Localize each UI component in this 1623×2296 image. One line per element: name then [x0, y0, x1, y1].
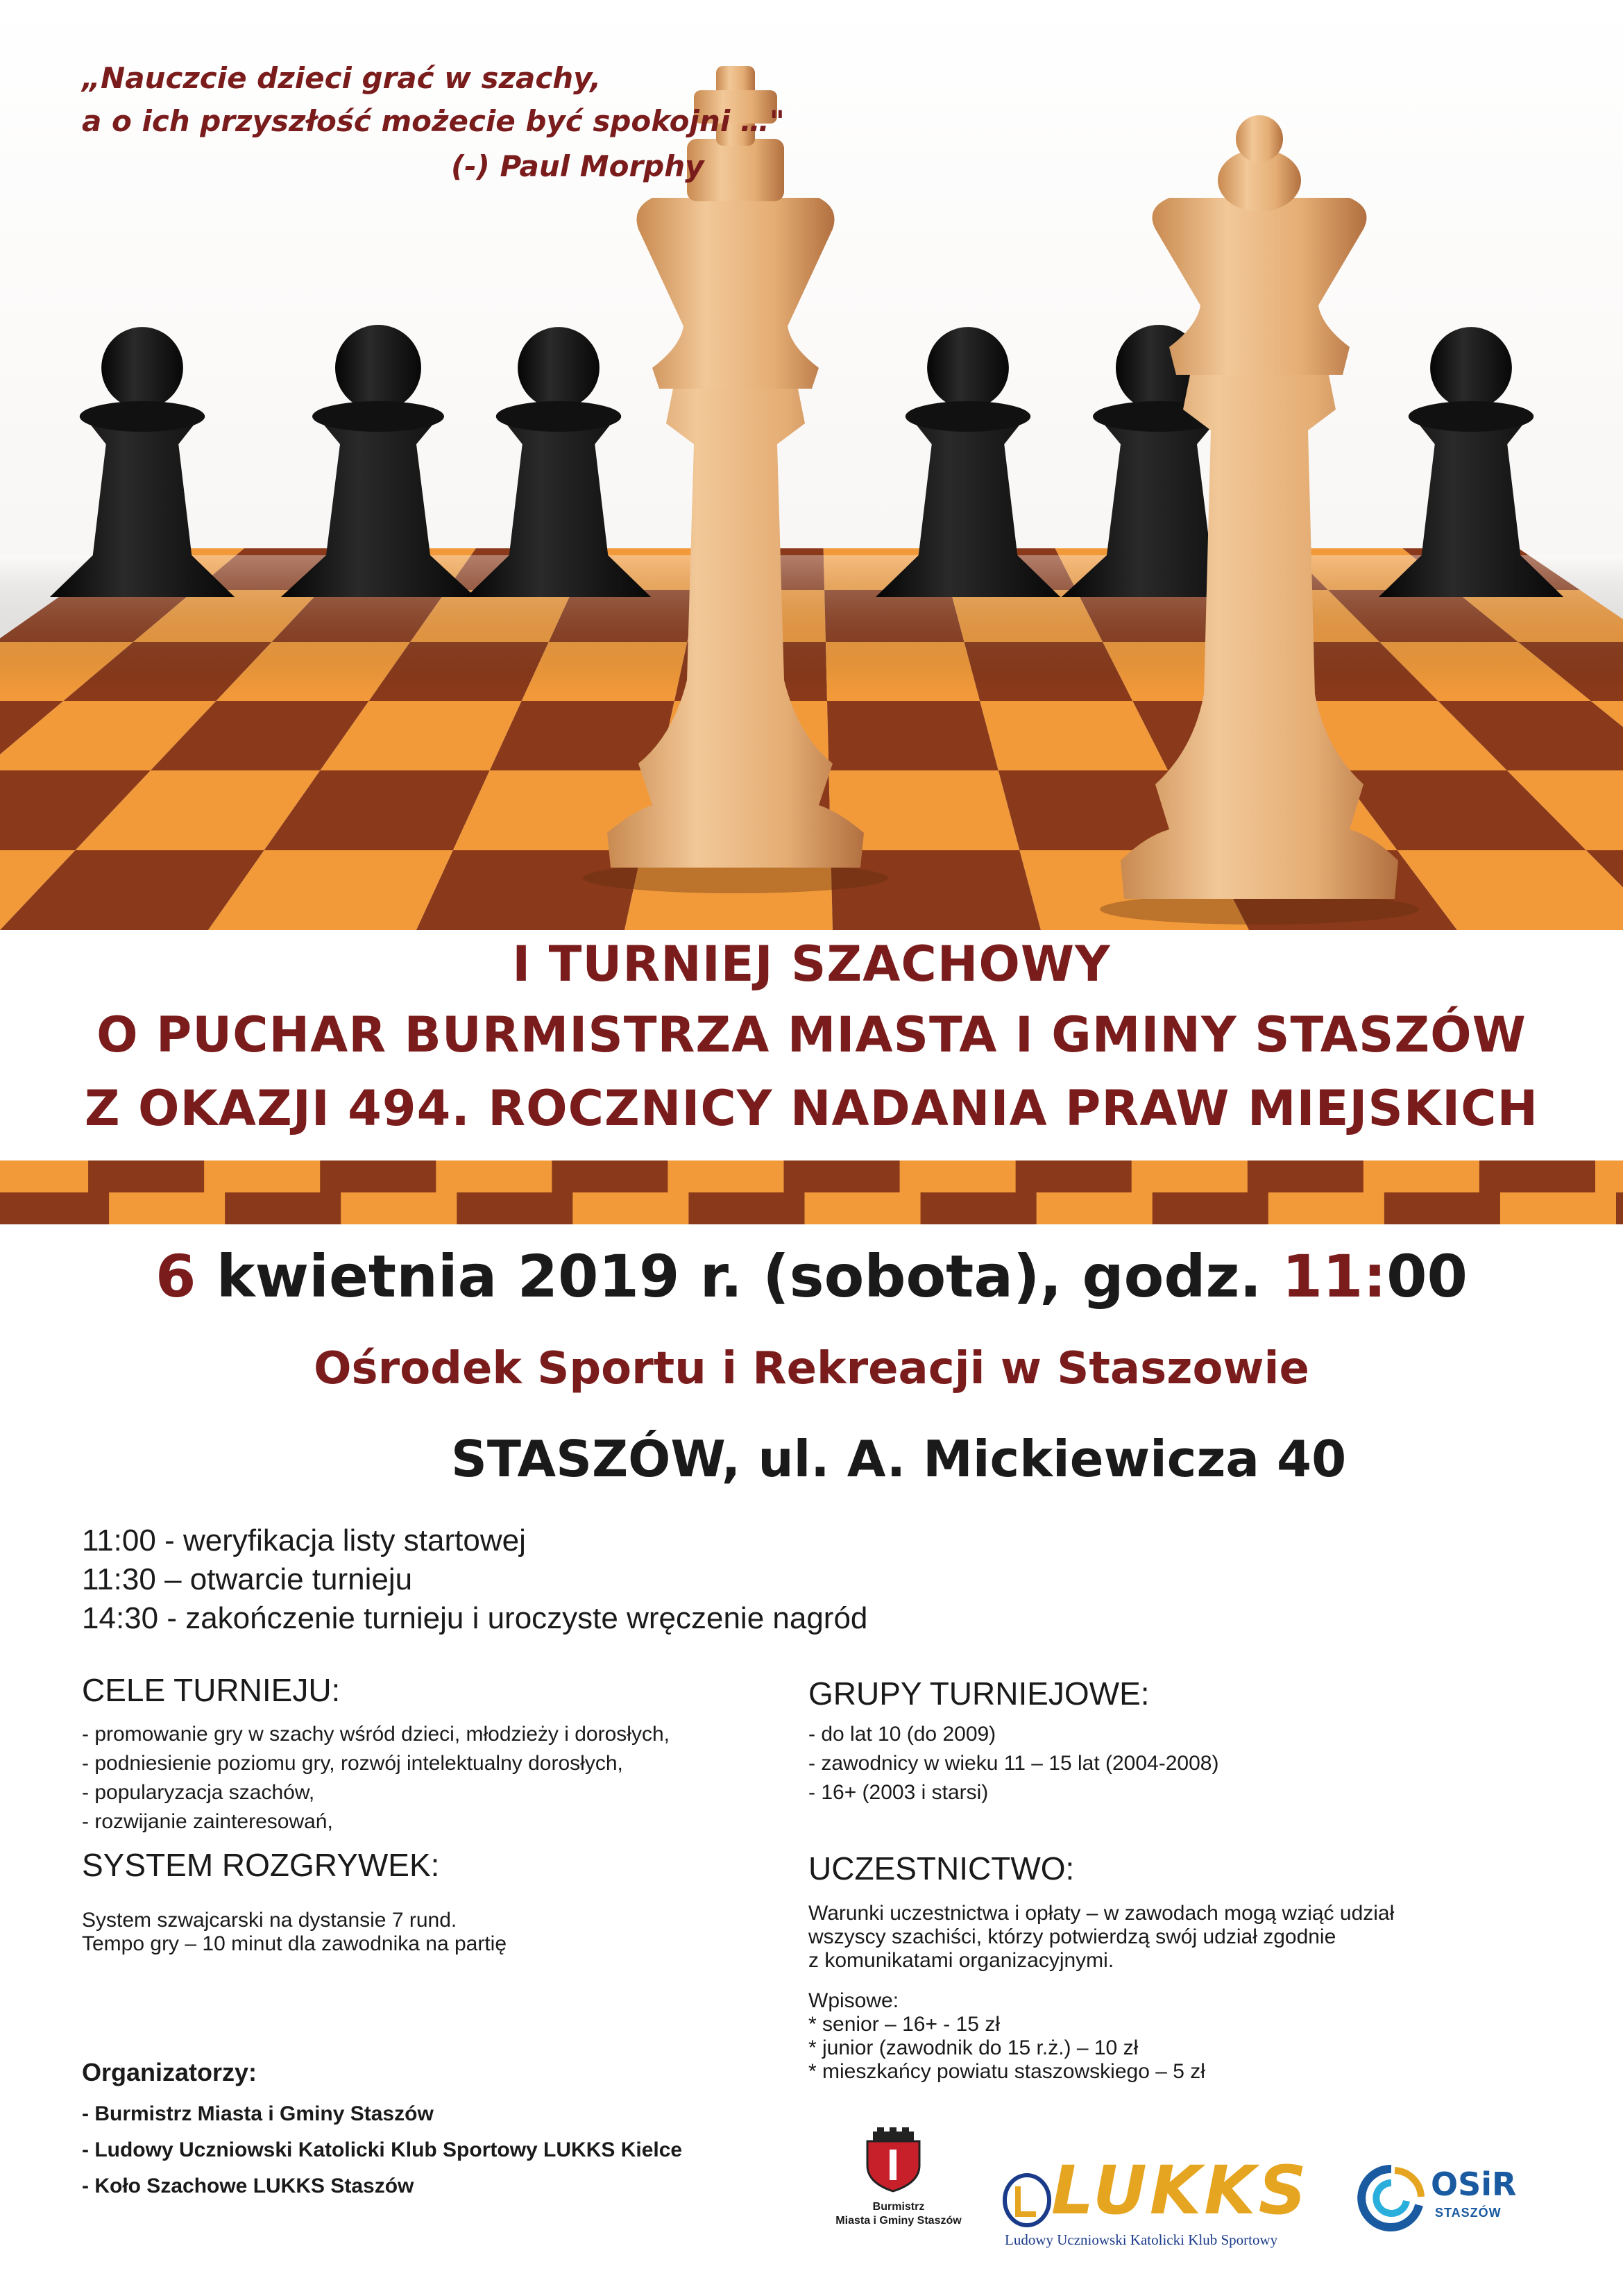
quote-line-1: „Nauczcie dzieci grać w szachy,	[82, 61, 602, 95]
list-item: - rozwijanie zainteresowań,	[82, 1810, 333, 1833]
groups-list	[808, 1720, 1218, 1807]
lukks-emblem-icon	[1003, 2172, 1051, 2228]
list-item: - popularyzacja szachów,	[82, 1781, 315, 1804]
participation-heading: UCZESTNICTWO:	[808, 1850, 1075, 1886]
board-square	[784, 1160, 901, 1192]
organizers-list	[82, 2096, 682, 2204]
list-item: - Burmistrz Miasta i Gminy Staszów	[82, 2102, 434, 2125]
list-item: z komunikatami organizacyjnymi.	[808, 1949, 1114, 1972]
goals-list	[82, 1720, 670, 1837]
schedule-item: 14:30 - zakończenie turnieju i uroczyste wręczenie nagród	[82, 1601, 868, 1635]
event-day: 6	[155, 1242, 196, 1310]
board-square	[1016, 1160, 1132, 1192]
board-square	[320, 1160, 436, 1192]
list-item: - zawodnicy w wieku 11 – 15 lat (2004-2008)	[808, 1752, 1219, 1775]
board-square	[688, 1192, 805, 1224]
board-square	[0, 1192, 110, 1224]
list-item: - 16+ (2003 i starsi)	[808, 1781, 989, 1804]
board-square	[416, 850, 642, 930]
fees-list	[808, 1989, 1205, 2084]
title-line-2: O PUCHAR BURMISTRZA MIASTA I GMINY STASZÓW	[96, 1006, 1527, 1063]
board-square	[900, 1160, 1017, 1192]
list-item: Wpisowe:	[808, 1989, 899, 2012]
board-square	[88, 1160, 205, 1192]
osir-logo: OSiR	[1431, 2166, 1517, 2203]
board-square	[831, 850, 1041, 930]
groups-heading: GRUPY TURNIEJOWE:	[808, 1675, 1150, 1712]
logo-text: Miasta i Gminy Staszów	[835, 2215, 962, 2227]
board-square	[827, 701, 999, 770]
board-square	[1268, 1192, 1385, 1224]
board-square	[572, 1192, 689, 1224]
logo-text: Burmistrz	[872, 2201, 925, 2213]
schedule-item: 11:30 – otwarcie turnieju	[82, 1562, 413, 1596]
list-item: * junior (zawodnik do 15 r.ż.) – 10 zł	[808, 2036, 1139, 2059]
event-address: STASZÓW, ul. A. Mickiewicza 40	[451, 1430, 1347, 1488]
event-time-hour: 11:	[1282, 1242, 1387, 1310]
list-item: * senior – 16+ - 15 zł	[808, 2013, 1000, 2036]
list-item: wszyscy szachiści, którzy potwierdzą swój udział zgodnie	[808, 1925, 1336, 1948]
schedule-item: 11:00 - weryfikacja listy startowej	[82, 1523, 526, 1558]
list-item: - do lat 10 (do 2009)	[808, 1723, 996, 1746]
board-square	[668, 1160, 784, 1192]
list-item: - Koło Szachowe LUKKS Staszów	[82, 2175, 414, 2197]
board-strip-image	[0, 1160, 1623, 1224]
system-text	[82, 1909, 507, 1956]
list-item: - Ludowy Uczniowski Katolicki Klub Sportowy LUKKS Kielce	[82, 2138, 683, 2161]
board-square	[1037, 1192, 1153, 1224]
board-square	[1363, 1160, 1480, 1192]
board-square	[1616, 1192, 1623, 1224]
board-square	[552, 1160, 668, 1192]
osir-subtitle: STASZÓW	[1435, 2206, 1502, 2220]
system-heading: SYSTEM ROZGRYWEK:	[82, 1847, 440, 1883]
board-square	[1153, 1192, 1269, 1224]
quote-author: (-) Paul Morphy	[451, 149, 704, 183]
participation-text	[808, 1902, 1394, 1973]
board-square	[436, 1160, 552, 1192]
board-square	[457, 1192, 573, 1224]
burmistrz-crest-icon	[853, 2127, 933, 2193]
quote-line-2: a o ich przyszłość możecie być spokojni …"	[82, 104, 785, 138]
event-date	[0, 1242, 1623, 1310]
organizers-heading: Organizatorzy:	[82, 2058, 257, 2086]
board-square	[1132, 1160, 1248, 1192]
list-item: Tempo gry – 10 minut dla zawodnika na partię	[82, 1932, 507, 1955]
list-item: System szwajcarski na dystansie 7 rund.	[82, 1909, 457, 1932]
list-item: Warunki uczestnictwa i opłaty – w zawodach mogą wziąć udział	[808, 1902, 1395, 1925]
board-square	[1595, 1160, 1623, 1192]
osir-emblem-icon	[1353, 2162, 1429, 2231]
goals-heading: CELE TURNIEJU:	[82, 1672, 341, 1708]
board-square	[225, 1192, 341, 1224]
board-square	[805, 1192, 921, 1224]
lukks-subtitle: Ludowy Uczniowski Katolicki Klub Sportowy	[1005, 2231, 1278, 2248]
board-square	[1500, 1192, 1617, 1224]
board-square	[109, 1192, 226, 1224]
board-square	[921, 1192, 1037, 1224]
event-venue: Ośrodek Sportu i Rekreacji w Staszowie	[314, 1343, 1309, 1394]
board-square	[1479, 1160, 1596, 1192]
title-line-1: I TURNIEJ SZACHOWY	[512, 936, 1111, 993]
board-square	[0, 1160, 89, 1192]
board-square	[1248, 1160, 1364, 1192]
list-item: - promowanie gry w szachy wśród dzieci, młodzieży i dorosłych,	[82, 1723, 670, 1746]
board-square	[204, 1160, 321, 1192]
list-item: - podniesienie poziomu gry, rozwój intelektualny dorosłych,	[82, 1752, 623, 1775]
board-square	[341, 1192, 457, 1224]
list-item: * mieszkańcy powiatu staszowskiego – 5 zł	[808, 2060, 1205, 2083]
burmistrz-caption	[798, 2200, 999, 2228]
lukks-logo: LUKKS	[1051, 2152, 1309, 2229]
hero-chess-image	[0, 0, 1623, 930]
event-time-min: 00	[1386, 1242, 1468, 1310]
board-square	[1384, 1192, 1501, 1224]
title-line-3: Z OKAZJI 494. ROCZNICY NADANIA PRAW MIEJSKICH	[84, 1080, 1539, 1137]
event-date-rest: kwietnia 2019 r. (sobota), godz.	[196, 1242, 1282, 1310]
schedule-list	[82, 1521, 867, 1638]
